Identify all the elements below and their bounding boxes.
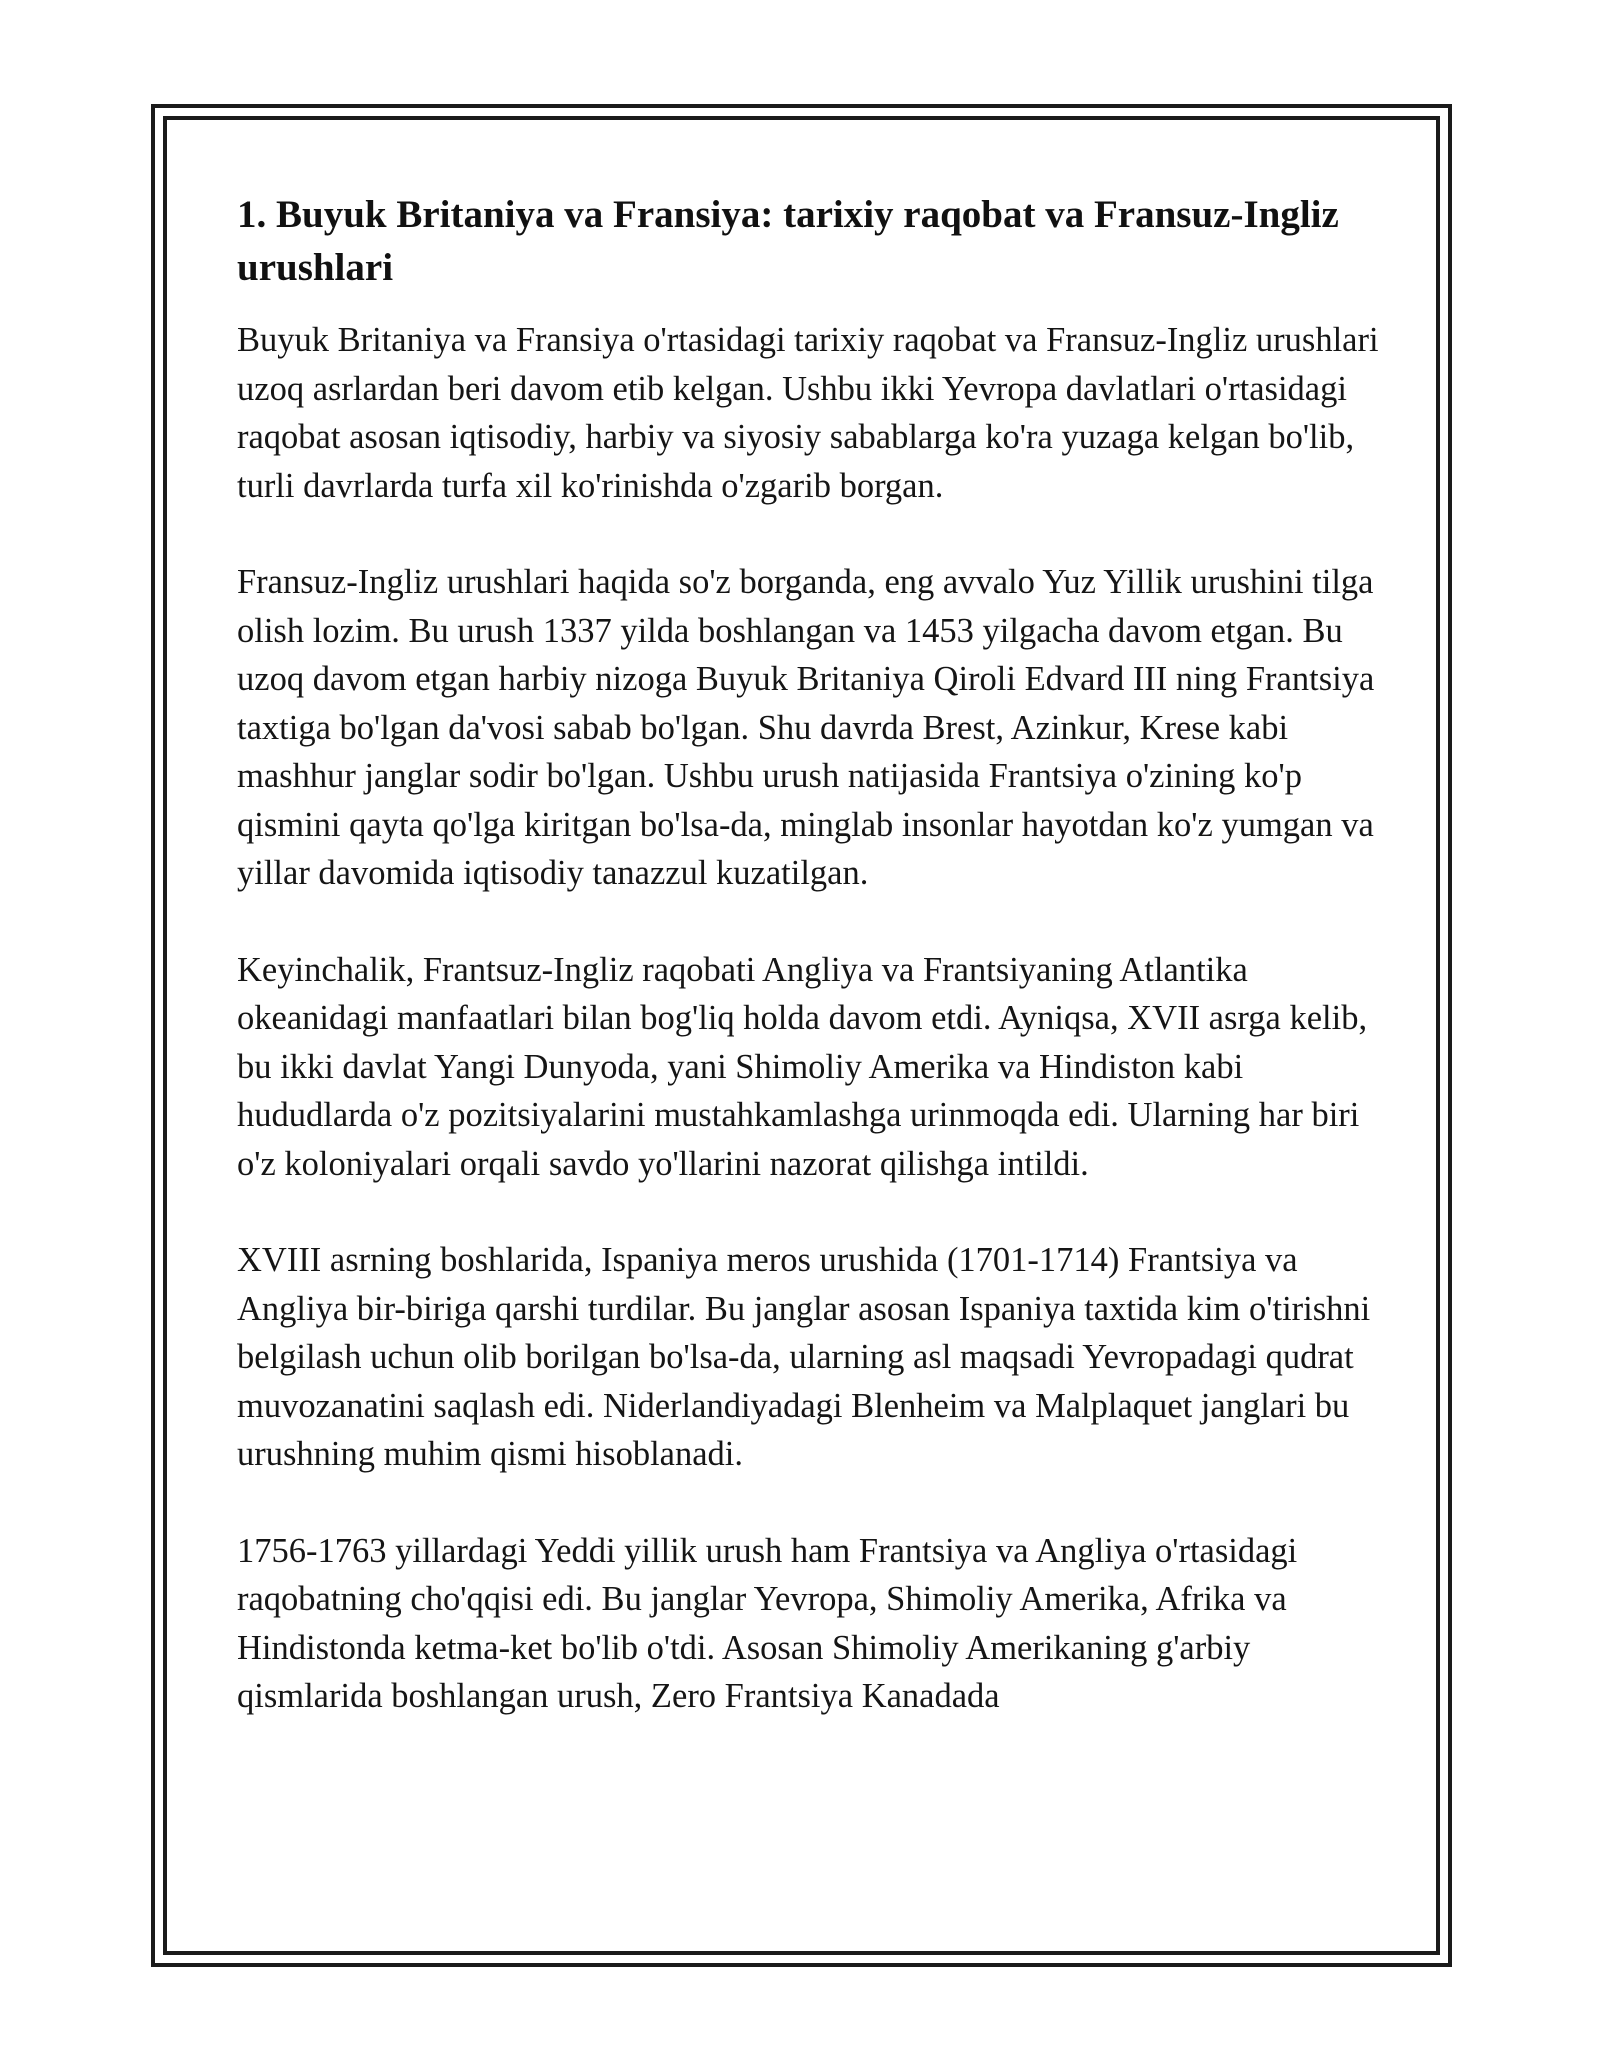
document-body [237,188,1387,1769]
paragraph-5: 1756-1763 yillardagi Yeddi yillik urush ham Frantsiya va Angliya o'rtasidagi raqobatning cho'qqisi edi. Bu janglar Yevropa, Shimoliy Amerika, Afrika va Hindistonda ketma-ket bo'lib o'tdi. Asosan Shimoliy Amerikaning g'arbiy qismlarida boshlangan urush, Zero Frantsiya Kanadada [237,1531,1298,1715]
paragraph-4: XVIII asrning boshlarida, Ispaniya meros urushida (1701-1714) Frantsiya va Angliya bir-biriga qarshi turdilar. Bu janglar asosan Ispaniya taxtida kim o'tirishni belgilash uchun olib borilgan bo'lsa-da, ularning asl maqsadi Yevropadagi qudrat muvozanatini saqlash edi. Niderlandiyadagi Blenheim va Malplaquet janglari bu urushning muhim qismi hisoblanadi. [237,1241,1371,1473]
paragraph-2: Fransuz-Ingliz urushlari haqida so'z borganda, eng avvalo Yuz Yillik urushini tilga olish lozim. Bu urush 1337 yilda boshlangan va 1453 yilgacha davom etgan. Bu uzoq davom etgan harbiy nizoga Buyuk Britaniya Qiroli Edvard III ning Frantsiya taxtiga bo'lgan da'vosi sabab bo'lgan. Shu davrda Brest, Azinkur, Krese kabi mashhur janglar sodir bo'lgan. Ushbu urush natijasida Frantsiya o'zining ko'p qismini qayta qo'lga kiritgan bo'lsa-da, minglab insonlar hayotdan ko'z yumgan va yillar davomida iqtisodiy tanazzul kuzatilgan. [237,563,1375,892]
section-heading: 1. Buyuk Britaniya va Fransiya: tarixiy raqobat va Fransuz-Ingliz urushlari [237,193,1339,289]
paragraph-1: Buyuk Britaniya va Fransiya o'rtasidagi tarixiy raqobat va Fransuz-Ingliz urushlari uzoq asrlardan beri davom etib kelgan. Ushbu ikki Yevropa davlatlari o'rtasidagi raqobat asosan iqtisodiy, harbiy va siyosiy sabablarga ko'ra yuzaga kelgan bo'lib, turli davrlarda turfa xil ko'rinishda o'zgarib borgan. [237,321,1379,505]
paragraph-3: Keyinchalik, Frantsuz-Ingliz raqobati Angliya va Frantsiyaning Atlantika okeanidagi manfaatlari bilan bog'liq holda davom etdi. Ayniqsa, XVII asrga kelib, bu ikki davlat Yangi Dunyoda, yani Shimoliy Amerika va Hindiston kabi hududlarda o'z pozitsiyalarini mustahkamlashga urinmoqda edi. Ularning har biri o'z koloniyalari orqali savdo yo'llarini nazorat qilishga intildi. [237,950,1368,1183]
